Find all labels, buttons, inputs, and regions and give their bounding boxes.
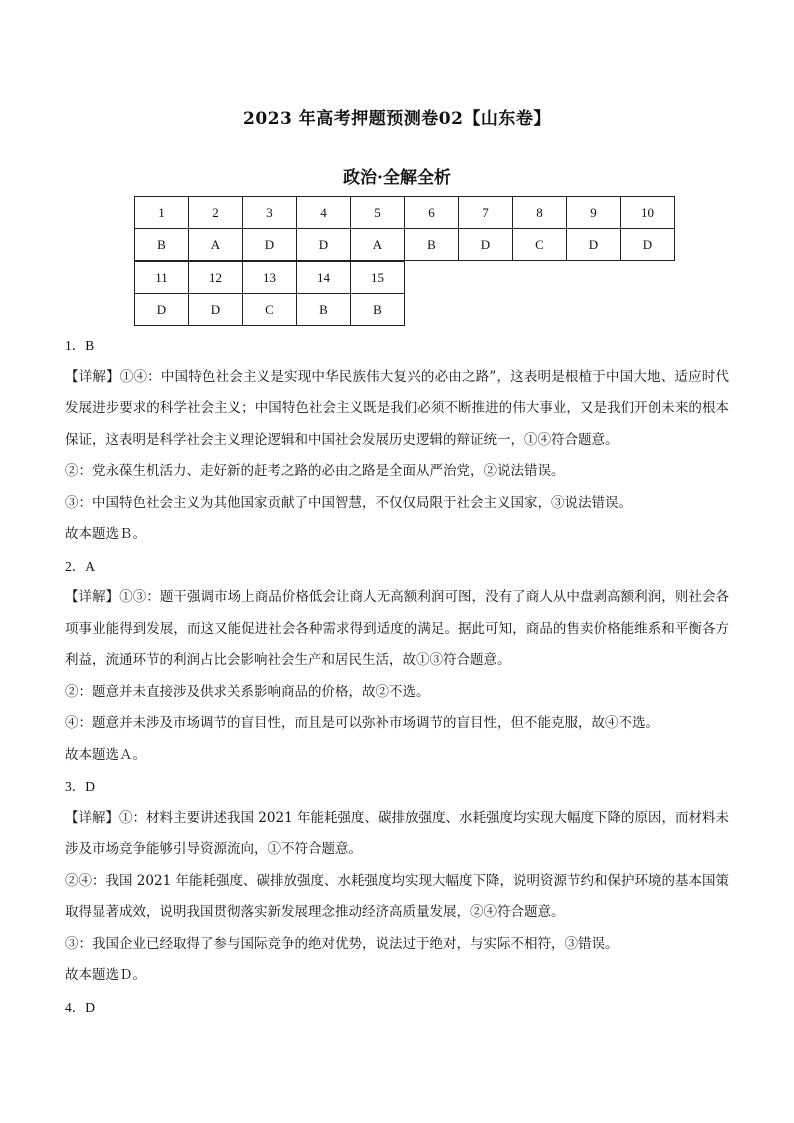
answer-cell: B (405, 229, 459, 261)
question-heading: 3．D (65, 779, 95, 794)
answer-cell: B (351, 294, 405, 326)
answer-table-numbers-row (135, 262, 405, 294)
question-number-cell: 15 (351, 262, 405, 294)
question-number-cell: 14 (297, 262, 351, 294)
explanation-paragraph: 故本题选Ｂ。 (65, 526, 146, 542)
answer-cell: A (351, 229, 405, 261)
answer-table-row-2 (134, 261, 405, 326)
answer-cell: A (189, 229, 243, 261)
explanation-paragraph: 【详解】①：材料主要讲述我国 2021 年能耗强度、碳排放强度、水耗强度均实现大幅度下降的原因，而材料未涉及市场竞争能够引导资源流向，①不符合题意。 (65, 809, 729, 857)
question-number-cell: 8 (513, 197, 567, 229)
question-number-cell: 4 (297, 197, 351, 229)
question-heading: 1．B (65, 338, 95, 353)
answer-cell: D (135, 294, 189, 326)
answer-cell: B (135, 229, 189, 261)
answer-table-answers-row (135, 229, 675, 261)
answer-table-answers-row (135, 294, 405, 326)
answer-cell: D (567, 229, 621, 261)
explanation-paragraph: ②：题意并未直接涉及供求关系影响商品的价格，故②不选。 (65, 683, 430, 700)
page-title: 2023 年高考押题预测卷02【山东卷】 (243, 109, 551, 129)
question-number-cell: 7 (459, 197, 513, 229)
answer-cell: C (243, 294, 297, 326)
question-number-cell: 6 (405, 197, 459, 229)
answer-cell: C (513, 229, 567, 261)
explanation-paragraph: 故本题选Ａ。 (65, 746, 146, 763)
answer-cell: D (459, 229, 513, 261)
explanation-paragraph: ③：我国企业已经取得了参与国际竞争的绝对优势，说法过于绝对，与实际不相符，③错误。 (65, 935, 619, 952)
question-heading: 4．D (65, 999, 95, 1015)
explanation-paragraph: ④：题意并未涉及市场调节的盲目性，而且是可以弥补市场调节的盲目性，但不能克服，故④不选。 (65, 715, 659, 731)
question-number-cell: 9 (567, 197, 621, 229)
question-heading: 2．A (65, 558, 95, 574)
question-number-cell: 11 (135, 262, 189, 294)
question-number-cell: 5 (351, 197, 405, 229)
explanation-paragraph: ②④：我国 2021 年能耗强度、碳排放强度、水耗强度均实现大幅度下降，说明资源节约和保护环境的基本国策取得显著成效，说明我国贯彻落实新发展理念推动经济高质量发展，②④符合题意。 (65, 872, 729, 920)
answer-cell: B (297, 294, 351, 326)
question-number-cell: 13 (243, 262, 297, 294)
explanation-paragraph: 故本题选Ｄ。 (65, 967, 146, 983)
answer-cell: D (621, 229, 675, 261)
question-number-cell: 12 (189, 262, 243, 294)
explanation-paragraph: 【详解】①③：题干强调市场上商品价格低会让商人无高额利润可图，没有了商人从中盘剥高额利润，则社会各项事业能得到发展，而这又能促进社会各种需求得到适度的满足。据此可知，商品的售卖价格能维系和平衡各方利益，流通环节的利润占比会影响社会生产和居民生活，故①③符合题意。 (65, 589, 729, 668)
answer-cell: D (297, 229, 351, 261)
answer-cell: D (243, 229, 297, 261)
page-subtitle: 政治·全解全析 (343, 168, 451, 188)
question-number-cell: 10 (621, 197, 675, 229)
question-number-cell: 3 (243, 197, 297, 229)
answer-table-numbers-row (135, 197, 675, 229)
answer-cell: D (189, 294, 243, 326)
question-number-cell: 2 (189, 197, 243, 229)
answer-table-row-1 (134, 196, 675, 261)
explanation-paragraph: 【详解】①④：中国特色社会主义是实现中华民族伟大复兴的必由之路”，这表明是根植于中国大地、适应时代发展进步要求的科学社会主义；中国特色社会主义既是我们必须不断推进的伟大事业，又是我们开创未来的根本保证，这表明是科学社会主义理论逻辑和中国社会发展历史逻辑的辩证统一，①④符合题意。 (65, 368, 729, 448)
explanation-body (65, 330, 729, 1023)
explanation-paragraph: ③：中国特色社会主义为其他国家贡献了中国智慧，不仅仅局限于社会主义国家，③说法错误。 (65, 494, 632, 511)
explanation-paragraph: ②：党永葆生机活力、走好新的赶考之路的必由之路是全面从严治党，②说法错误。 (65, 463, 565, 479)
question-number-cell: 1 (135, 197, 189, 229)
